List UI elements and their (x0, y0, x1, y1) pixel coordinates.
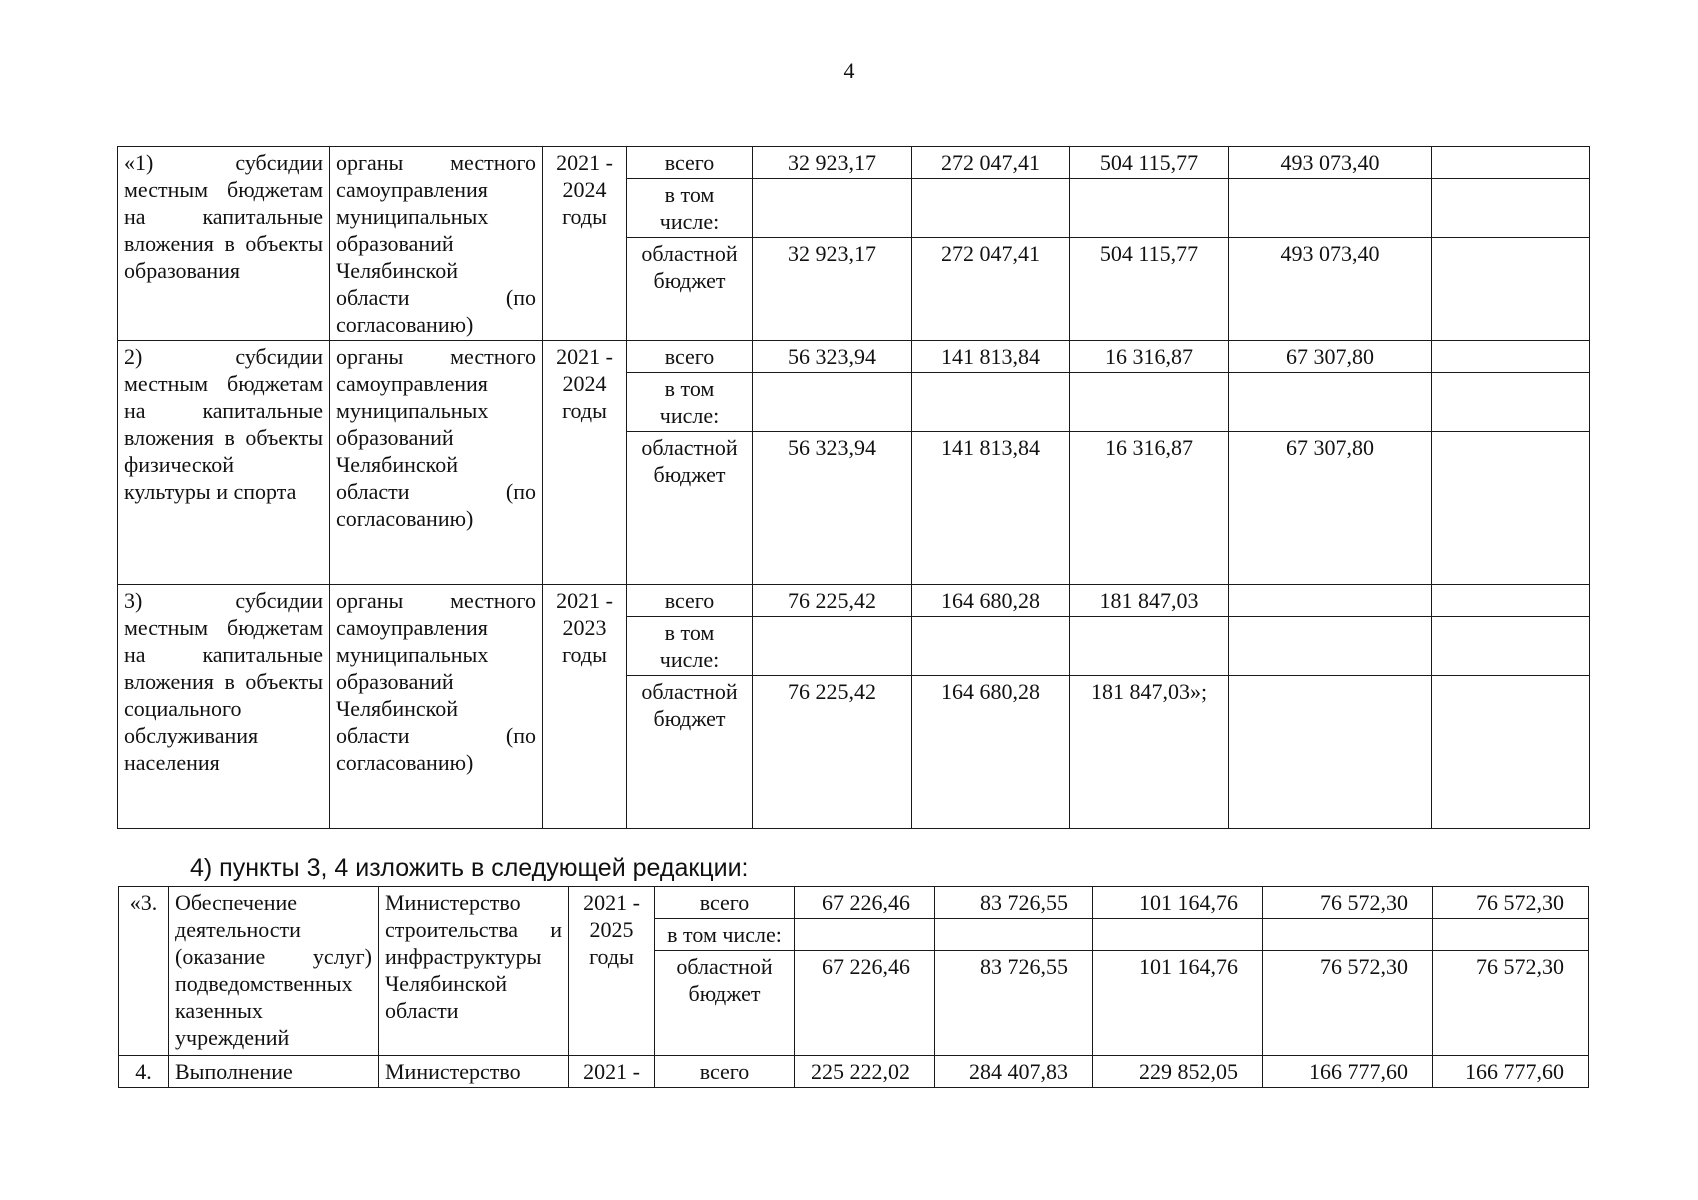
empty-cell (753, 179, 912, 238)
value-regional-budget: 141 813,84 (912, 432, 1070, 585)
label-including: в том числе: (627, 373, 753, 432)
value-regional-budget: 504 115,77 (1070, 238, 1229, 341)
value-total: 76 225,42 (753, 585, 912, 617)
value-total: 76 572,30 (1433, 887, 1589, 919)
value-regional-budget: 76 572,30 (1433, 951, 1589, 1056)
empty-cell (1432, 373, 1590, 432)
table-row (119, 1056, 1589, 1088)
label-including: в том числе: (655, 919, 795, 951)
empty-cell (1093, 919, 1263, 951)
period: 2021 - 2025 годы (569, 887, 655, 1056)
executor: органы местного самоуправления муниципальных образований Челябинской области (по согласованию) (330, 585, 543, 829)
label-regional-budget: областной бюджет (655, 951, 795, 1056)
value-total: 229 852,05 (1093, 1056, 1263, 1088)
table-row (118, 585, 1590, 617)
value-total: 284 407,83 (935, 1056, 1093, 1088)
empty-cell (912, 373, 1070, 432)
value-total: 504 115,77 (1070, 147, 1229, 179)
empty-cell (912, 617, 1070, 676)
period: 2021 - 2024 годы (543, 147, 627, 341)
label-regional-budget: областной бюджет (627, 676, 753, 829)
item-number: 4. (119, 1056, 169, 1088)
value-regional-budget (1229, 676, 1432, 829)
label-including: в том числе: (627, 179, 753, 238)
table-row (118, 341, 1590, 373)
value-total: 225 222,02 (795, 1056, 935, 1088)
value-total: 67 307,80 (1229, 341, 1432, 373)
value-total: 181 847,03 (1070, 585, 1229, 617)
label-total: всего (627, 585, 753, 617)
value-total: 141 813,84 (912, 341, 1070, 373)
funding-table-activities (118, 886, 1589, 1088)
value-total: 166 777,60 (1263, 1056, 1433, 1088)
label-total: всего (627, 341, 753, 373)
table-row (118, 147, 1590, 179)
empty-cell (1229, 179, 1432, 238)
value-total: 32 923,17 (753, 147, 912, 179)
empty-cell (1263, 919, 1433, 951)
value-total: 16 316,87 (1070, 341, 1229, 373)
empty-cell (1432, 179, 1590, 238)
value-total: 83 726,55 (935, 887, 1093, 919)
value-total (1432, 341, 1590, 373)
value-regional-budget: 56 323,94 (753, 432, 912, 585)
empty-cell (1070, 373, 1229, 432)
executor: Министерство (379, 1056, 569, 1088)
empty-cell (1070, 179, 1229, 238)
value-total (1432, 585, 1590, 617)
empty-cell (1432, 617, 1590, 676)
executor: органы местного самоуправления муниципальных образований Челябинской области (по согласованию) (330, 341, 543, 585)
measure-name: «1) субсидии местным бюджетам на капитальные вложения в объекты образования (118, 147, 330, 341)
measure-name: Обеспечение деятельности (оказание услуг) подведомственных казенных учреждений (169, 887, 379, 1056)
executor: Министерство строительства и инфраструктуры Челябинской области (379, 887, 569, 1056)
value-regional-budget: 181 847,03»; (1070, 676, 1229, 829)
value-total: 166 777,60 (1433, 1056, 1589, 1088)
value-regional-budget: 493 073,40 (1229, 238, 1432, 341)
value-regional-budget (1432, 676, 1590, 829)
label-regional-budget: областной бюджет (627, 432, 753, 585)
value-total: 76 572,30 (1263, 887, 1433, 919)
value-regional-budget: 164 680,28 (912, 676, 1070, 829)
measure-name: 3) субсидии местным бюджетам на капитальные вложения в объекты социального обслуживания населения (118, 585, 330, 829)
empty-cell (1433, 919, 1589, 951)
period: 2021 - 2024 годы (543, 341, 627, 585)
value-total (1229, 585, 1432, 617)
value-regional-budget (1432, 432, 1590, 585)
period: 2021 - (569, 1056, 655, 1088)
empty-cell (912, 179, 1070, 238)
period: 2021 - 2023 годы (543, 585, 627, 829)
value-regional-budget: 76 572,30 (1263, 951, 1433, 1056)
value-regional-budget: 16 316,87 (1070, 432, 1229, 585)
table-row (119, 887, 1589, 919)
value-regional-budget: 101 164,76 (1093, 951, 1263, 1056)
value-regional-budget: 76 225,42 (753, 676, 912, 829)
empty-cell (753, 373, 912, 432)
page-number: 4 (843, 58, 855, 83)
value-total: 164 680,28 (912, 585, 1070, 617)
empty-cell (795, 919, 935, 951)
value-total: 272 047,41 (912, 147, 1070, 179)
value-regional-budget: 83 726,55 (935, 951, 1093, 1056)
label-regional-budget: областной бюджет (627, 238, 753, 341)
value-total: 56 323,94 (753, 341, 912, 373)
empty-cell (1229, 373, 1432, 432)
value-total: 101 164,76 (1093, 887, 1263, 919)
value-total: 493 073,40 (1229, 147, 1432, 179)
label-including: в том числе: (627, 617, 753, 676)
label-total: всего (627, 147, 753, 179)
value-total: 67 226,46 (795, 887, 935, 919)
value-regional-budget: 67 307,80 (1229, 432, 1432, 585)
measure-name: 2) субсидии местным бюджетам на капитальные вложения в объекты физической культуры и спорта (118, 341, 330, 585)
value-regional-budget: 67 226,46 (795, 951, 935, 1056)
funding-table-capital-investments (117, 146, 1590, 829)
label-total: всего (655, 1056, 795, 1088)
executor: органы местного самоуправления муниципальных образований Челябинской области (по согласованию) (330, 147, 543, 341)
label-total: всего (655, 887, 795, 919)
item-number: «3. (119, 887, 169, 1056)
empty-cell (1229, 617, 1432, 676)
value-regional-budget: 272 047,41 (912, 238, 1070, 341)
value-total (1432, 147, 1590, 179)
empty-cell (935, 919, 1093, 951)
empty-cell (753, 617, 912, 676)
value-regional-budget: 32 923,17 (753, 238, 912, 341)
empty-cell (1070, 617, 1229, 676)
amendment-instruction: 4) пункты 3, 4 изложить в следующей редакции: (190, 854, 749, 882)
value-regional-budget (1432, 238, 1590, 341)
measure-name: Выполнение (169, 1056, 379, 1088)
